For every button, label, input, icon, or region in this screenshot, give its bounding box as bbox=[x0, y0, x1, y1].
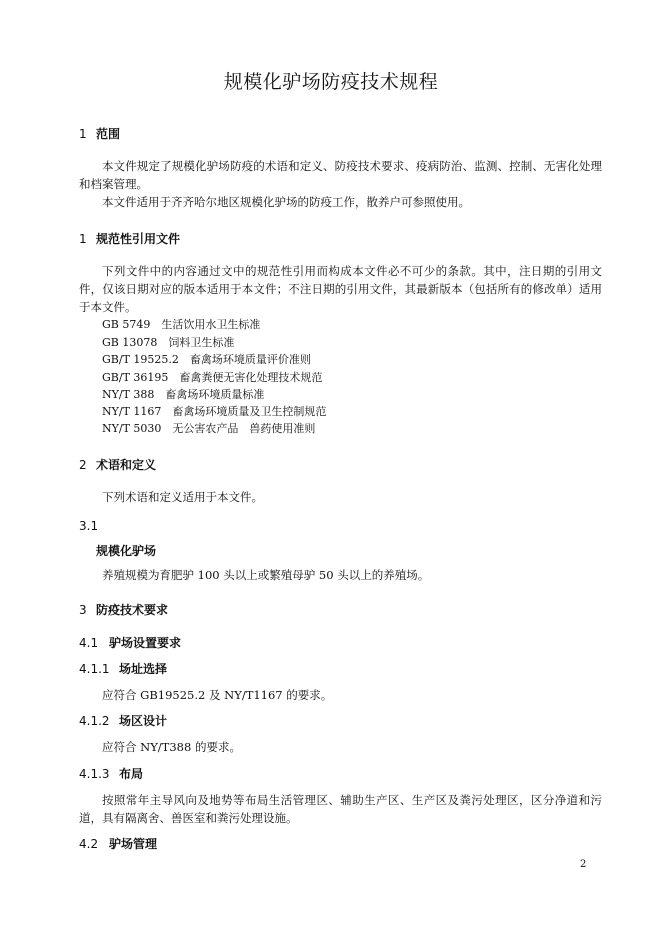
scope-paragraph-2: 本文件适用于齐齐哈尔地区规模化驴场的防疫工作，散养户可参照使用。 bbox=[102, 195, 470, 209]
section-title: 范围 bbox=[96, 127, 121, 141]
section-title: 防疫技术要求 bbox=[96, 603, 169, 617]
site-selection-paragraph: 应符合 GB19525.2 及 NY/T1167 的要求。 bbox=[102, 688, 333, 702]
subsection-heading-layout bbox=[79, 766, 143, 782]
section-title: 布局 bbox=[119, 767, 144, 781]
reference-item: NY/T 388 畜禽场环境质量标准 bbox=[102, 388, 265, 401]
term-definition: 养殖规模为育肥驴 100 头以上或繁殖母驴 50 头以上的养殖场。 bbox=[102, 568, 430, 582]
section-number: 1 bbox=[79, 232, 87, 246]
section-title: 场区设计 bbox=[119, 714, 168, 728]
reference-item: GB 13078 饲料卫生标准 bbox=[102, 336, 235, 349]
term-name: 规模化驴场 bbox=[96, 544, 157, 558]
reference-item: GB/T 36195 畜禽粪便无害化处理技术规范 bbox=[102, 371, 323, 384]
section-title: 驴场设置要求 bbox=[109, 636, 182, 650]
section-title: 驴场管理 bbox=[109, 837, 158, 851]
terms-intro-paragraph: 下列术语和定义适用于本文件。 bbox=[102, 490, 263, 504]
section-heading-requirements bbox=[79, 602, 168, 618]
section-number: 2 bbox=[79, 458, 87, 472]
section-heading-terms bbox=[79, 457, 156, 473]
section-title: 术语和定义 bbox=[96, 458, 157, 472]
references-intro-paragraph: 下列文件中的内容通过文中的规范性引用而构成本文件必不可少的条款。其中，注日期的引用文件，仅该日期对应的版本适用于本文件；不注日期的引用文件，其最新版本（包括所有的修改单）适用于本文件。 bbox=[79, 264, 602, 314]
scope-paragraph-1: 本文件规定了规模化驴场防疫的术语和定义、防疫技术要求、疫病防治、监测、控制、无害化处理和档案管理。 bbox=[79, 159, 602, 191]
section-heading-normative-references bbox=[79, 231, 180, 247]
section-number: 3 bbox=[79, 603, 87, 617]
document-title: 规模化驴场防疫技术规程 bbox=[223, 71, 439, 93]
subsection-heading-site-design bbox=[79, 713, 167, 729]
subsection-heading-site-selection bbox=[79, 661, 167, 677]
section-heading-scope bbox=[79, 126, 120, 142]
section-number: 4.2 bbox=[79, 837, 99, 851]
section-number: 4.1.1 bbox=[79, 662, 110, 676]
subsection-heading-site-requirements bbox=[79, 635, 181, 651]
section-number: 4.1 bbox=[79, 636, 99, 650]
section-number: 1 bbox=[79, 127, 87, 141]
section-number: 4.1.3 bbox=[79, 767, 110, 781]
reference-item: GB 5749 生活饮用水卫生标准 bbox=[102, 318, 261, 331]
section-number: 4.1.2 bbox=[79, 714, 110, 728]
term-number: 3.1 bbox=[79, 519, 99, 533]
section-title: 场址选择 bbox=[119, 662, 168, 676]
page-number: 2 bbox=[580, 859, 587, 870]
layout-paragraph: 按照常年主导风向及地势等布局生活管理区、辅助生产区、生产区及粪污处理区，区分净道和污道，具有隔离舍、兽医室和粪污处理设施。 bbox=[79, 793, 602, 825]
subsection-heading-farm-management bbox=[79, 836, 157, 852]
reference-item: NY/T 5030 无公害农产品 兽药使用准则 bbox=[102, 422, 316, 435]
site-design-paragraph: 应符合 NY/T388 的要求。 bbox=[102, 740, 241, 754]
reference-item: GB/T 19525.2 畜禽场环境质量评价准则 bbox=[102, 353, 311, 366]
section-title: 规范性引用文件 bbox=[96, 232, 181, 246]
reference-item: NY/T 1167 畜禽场环境质量及卫生控制规范 bbox=[102, 405, 327, 418]
